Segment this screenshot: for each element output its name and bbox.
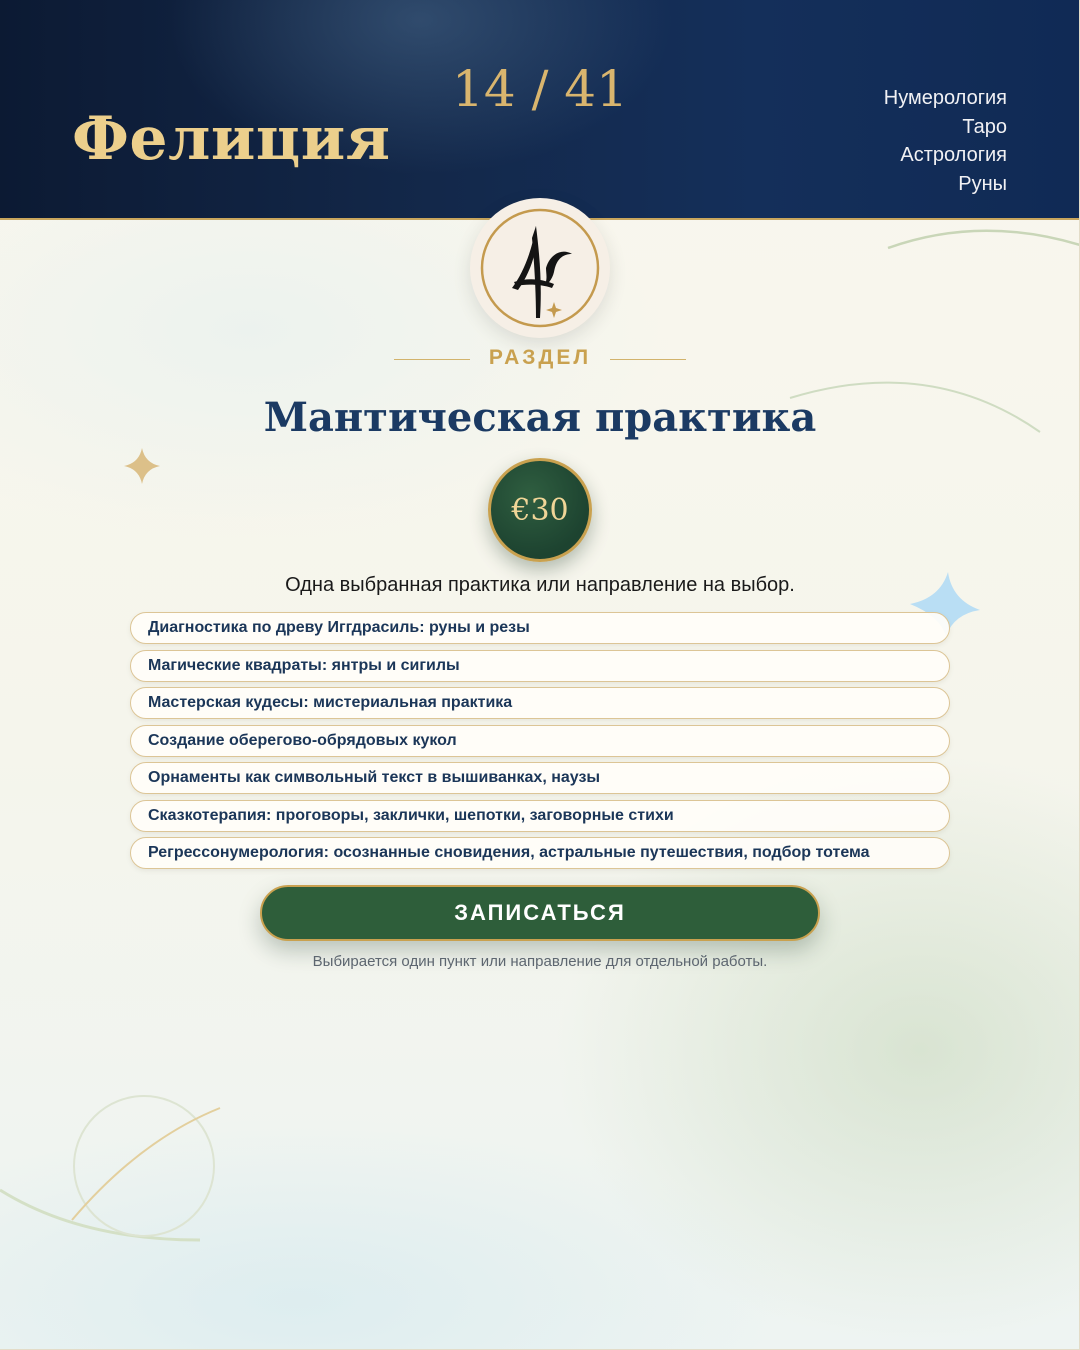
option-item[interactable]: Регрессонумерология: осознанные сновидения, астральные путешествия, подбор тотема <box>130 837 950 869</box>
price-badge: €30 <box>488 458 592 562</box>
monogram-emblem-icon <box>470 198 610 338</box>
option-item[interactable]: Магические квадраты: янтры и сигилы <box>130 650 950 682</box>
section-intro: Одна выбранная практика или направление на выбор. <box>285 574 795 596</box>
section-label: РАЗДЕЛ <box>488 346 592 369</box>
top-nav <box>884 84 1007 198</box>
header-bar <box>0 0 1080 220</box>
footnote: Выбирается один пункт или направление для отдельной работы. <box>312 953 768 970</box>
nav-item-numerology[interactable]: Нумерология <box>883 87 1007 109</box>
nav-item-astrology[interactable]: Астрология <box>900 144 1007 166</box>
option-item[interactable]: Диагностика по древу Иггдрасиль: руны и резы <box>130 612 950 644</box>
signup-button[interactable]: ЗАПИСАТЬСЯ <box>260 885 820 941</box>
nav-item-tarot[interactable]: Таро <box>962 115 1007 138</box>
option-item[interactable]: Орнаменты как символьный текст в вышиванках, наузы <box>130 762 950 794</box>
emblem-badge <box>470 198 610 338</box>
section-title: Мантическая практика <box>263 394 817 441</box>
options-list <box>130 612 950 875</box>
brand-logo-text[interactable]: Фелиция <box>72 104 391 174</box>
page-counter: 14 / 41 <box>452 60 628 118</box>
option-item[interactable]: Сказкотерапия: проговоры, заклички, шепотки, заговорные стихи <box>130 800 950 832</box>
nav-item-runes[interactable]: Руны <box>958 172 1007 195</box>
sparkle-icon <box>122 446 162 486</box>
option-item[interactable]: Мастерская кудесы: мистериальная практика <box>130 687 950 719</box>
option-item[interactable]: Создание оберегово-обрядовых кукол <box>130 725 950 757</box>
